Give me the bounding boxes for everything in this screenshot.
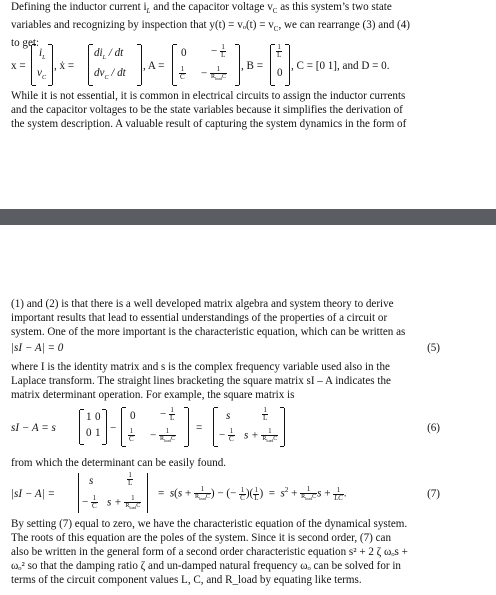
intro-paragraph bbox=[11, 0, 491, 50]
paragraph-1 bbox=[11, 89, 491, 131]
para5-line-4: ωₒ² so that the damping ratio ζ and un-damped natural frequency ωₒ can be solved for in bbox=[11, 560, 401, 572]
eq6-A-11: 0 bbox=[130, 410, 136, 422]
eq7-det-22: s + $\frac{1}{R_{load}C}$ bbox=[107, 494, 141, 511]
C-D-label: , C = [0 1], and D = 0. bbox=[291, 60, 390, 72]
eq7-det-21: − $\frac{1}{C}$ bbox=[82, 494, 97, 510]
page-top bbox=[0, 0, 496, 205]
xdot-label: , ẋ = bbox=[54, 60, 75, 72]
intro-line-1: Defining the inductor current $i_L$ and the capacitor voltage $v_C$ as this system’s two state bbox=[11, 1, 392, 16]
paragraph-4 bbox=[11, 456, 491, 470]
A-matrix bbox=[172, 45, 240, 85]
eq6-number: (6) bbox=[427, 422, 440, 434]
xdot-entry-2: $dv_C$ / dt bbox=[94, 67, 126, 82]
A-entry-12: − $\frac{1}{L}$ bbox=[211, 43, 226, 59]
eq7-det-12: $\frac{1}{L}$ bbox=[128, 471, 133, 487]
eq6-result-matrix bbox=[213, 408, 285, 446]
para3-line-1: where I is the identity matrix and s is the complex frequency variable used also in the bbox=[11, 361, 390, 373]
para5-line-3: also be written in the general form of a second order characteristic equation s² + 2 ζ ωₒs + bbox=[11, 546, 408, 558]
x-label: x = bbox=[11, 60, 26, 72]
xdot-entry-1: $di_L$ / dt bbox=[94, 47, 124, 62]
B-vector bbox=[270, 45, 290, 85]
x-vector bbox=[31, 45, 53, 85]
para2-line-2: important results that lead to essential understandings of the properties of a circuit or bbox=[11, 312, 388, 324]
para2-line-3: system. One of the more important is the characteristic equation, which can be written as bbox=[11, 326, 406, 338]
A-entry-21: $\frac{1}{C}$ bbox=[180, 65, 185, 81]
B-entry-2: 0 bbox=[277, 67, 283, 79]
paragraph-2 bbox=[11, 297, 491, 339]
identity-12: 0 bbox=[95, 411, 101, 423]
eq6-lhs: sI − A = s bbox=[11, 422, 56, 434]
eq6-A-21: $\frac{1}{C}$ bbox=[129, 427, 134, 443]
B-entry-1: $\frac{1}{L}$ bbox=[277, 43, 282, 59]
B-label: , B = bbox=[241, 60, 263, 72]
eq6-A-12: − $\frac{1}{L}$ bbox=[160, 406, 175, 422]
eq6-A-matrix bbox=[121, 408, 189, 446]
eq6-result-11: s bbox=[226, 410, 231, 422]
eq5-number: (5) bbox=[427, 342, 440, 354]
eq7-number: (7) bbox=[427, 488, 440, 500]
eq6-result-22: s + $\frac{1}{R_{load}C}$ bbox=[244, 427, 278, 444]
identity-21: 0 bbox=[86, 427, 92, 439]
page-bottom bbox=[0, 292, 496, 595]
A-entry-22: − $\frac{1}{R_{load}C}$ bbox=[201, 65, 226, 82]
eq7-det-11: s bbox=[89, 475, 94, 487]
intro-line-2: variables and recognizing by inspection that $y(t) = v_o(t) = v_C$, we can rearrange (3) and (4) bbox=[11, 19, 410, 34]
xdot-vector bbox=[88, 45, 142, 85]
eq7-determinant bbox=[78, 473, 148, 513]
identity-11: 1 bbox=[86, 411, 92, 423]
eq6-A-22: − $\frac{1}{R_{load}C}$ bbox=[150, 427, 175, 444]
para2-line-1: (1) and (2) is that there is a well developed matrix algebra and system theory to derive bbox=[11, 298, 394, 310]
eq6-result-21: − $\frac{1}{C}$ bbox=[219, 427, 234, 443]
identity-22: 1 bbox=[95, 427, 101, 439]
identity-matrix bbox=[79, 410, 107, 444]
paragraph-3 bbox=[11, 360, 491, 402]
eq7-rhs: = s(s + $\frac{1}{R_{load}C}$ ) − (− $\frac{1}{C}$ )( $\frac{1}{L}$ ) = $s^2$ + $\frac{1}{R_{load}C}$ s + $\frac{1}{LC}$ . bbox=[158, 485, 347, 502]
para4-line: from which the determinant can be easily found. bbox=[11, 457, 227, 469]
para1-line-2: and the capacitor voltages to be the state variables because it simplifies the derivation of bbox=[11, 104, 403, 116]
x-entry-2: $v_C$ bbox=[37, 67, 46, 82]
eq7-lhs: |sI − A| = bbox=[11, 488, 55, 500]
A-label: , A = bbox=[143, 60, 165, 72]
intro-line-3: to get: bbox=[11, 37, 40, 50]
para3-line-2: Laplace transform. The straight lines bracketing the square matrix sI – A indicates the bbox=[11, 375, 391, 387]
A-entry-11: 0 bbox=[181, 47, 187, 59]
eq5-expression: |sI − A| = 0 bbox=[11, 342, 64, 354]
para5-line-1: By setting (7) equal to zero, we have the characteristic equation of the dynamical system. bbox=[11, 518, 408, 530]
page-separator bbox=[0, 209, 496, 225]
eq6-result-12: $\frac{1}{L}$ bbox=[263, 406, 268, 422]
para5-line-2: The roots of this equation are the poles of the system. Since it is second order, (7) can bbox=[11, 532, 392, 544]
eq6-minus: − bbox=[110, 422, 117, 434]
para3-line-3: matrix determinant operation. For example, the square matrix is bbox=[11, 389, 295, 401]
para1-line-3: the system description. A valuable result of capturing the system dynamics in the form of bbox=[11, 118, 407, 130]
eq6-equals: = bbox=[196, 422, 203, 434]
x-entry-1: $i_L$ bbox=[39, 47, 46, 62]
para5-line-5: terms of the circuit component values L, C, and R_load by equating like terms. bbox=[11, 574, 362, 586]
paragraph-5 bbox=[11, 517, 491, 587]
para1-line-1: While it is not essential, it is common in electrical circuits to assign the inductor currents bbox=[11, 90, 406, 102]
